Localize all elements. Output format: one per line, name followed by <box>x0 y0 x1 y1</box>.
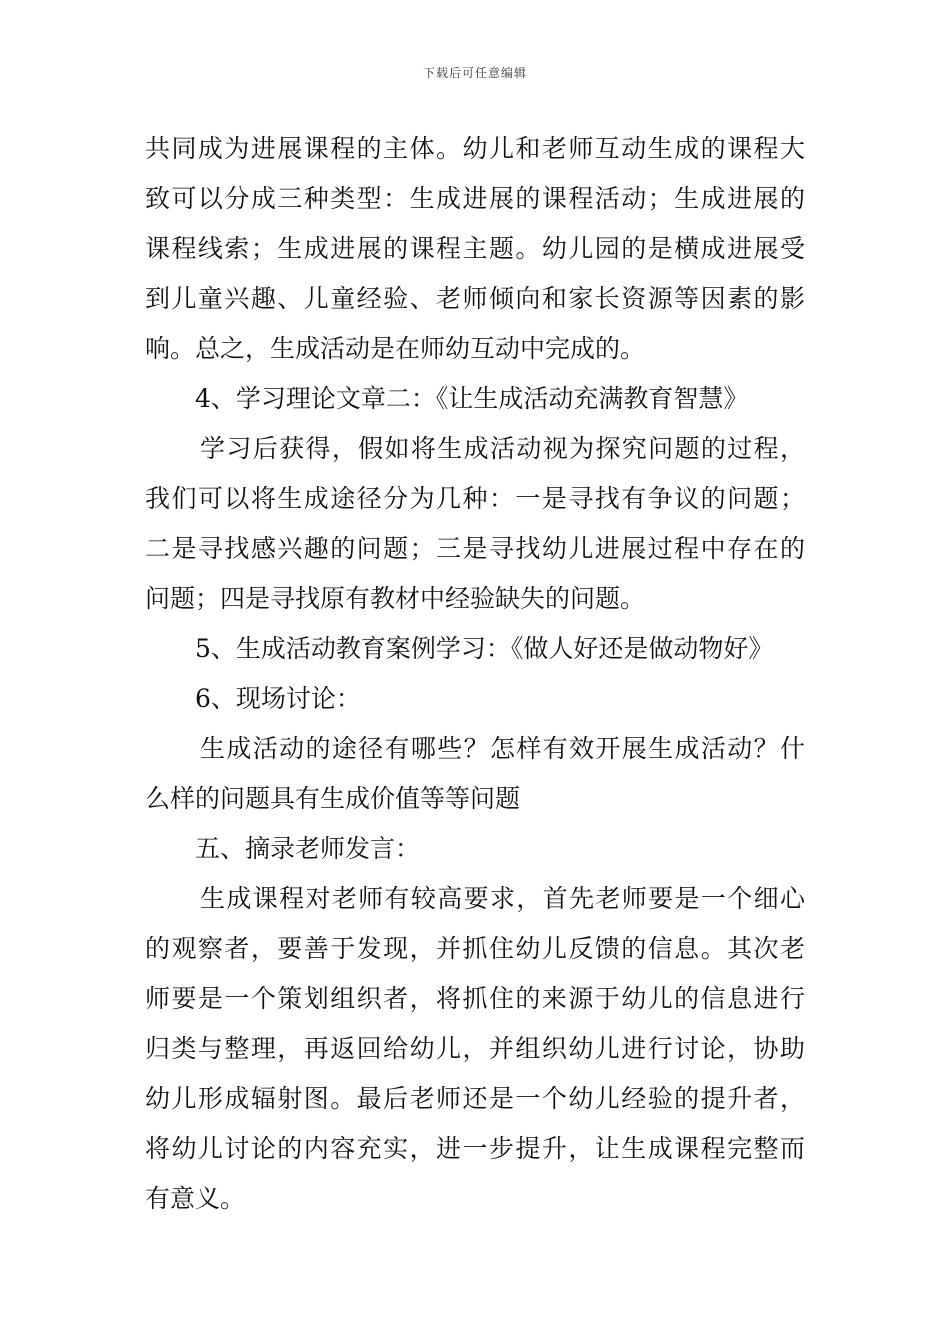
text-line <box>0 729 950 769</box>
text-line-content: 么样的问题具有生成价值等等问题 <box>145 784 521 813</box>
text-line-content: 归类与整理，再返回给幼儿，并组织幼儿进行讨论，协助 <box>145 1034 805 1063</box>
text-line <box>0 679 950 719</box>
text-line-content: 我们可以将生成途径分为几种：一是寻找有争议的问题； <box>145 484 805 513</box>
text-line-content: 师要是一个策划组织者，将抓住的来源于幼儿的信息进行 <box>145 984 805 1013</box>
text-line <box>0 929 950 969</box>
text-line-content: 的观察者，要善于发现，并抓住幼儿反馈的信息。其次老 <box>145 934 805 963</box>
text-line <box>0 1029 950 1069</box>
text-line <box>0 1129 950 1169</box>
text-line <box>0 129 950 169</box>
text-line-content: 到儿童兴趣、儿童经验、老师倾向和家长资源等因素的影 <box>145 284 805 313</box>
text-line <box>0 379 950 419</box>
text-line-content: 课程线索；生成进展的课程主题。幼儿园的是横成进展受 <box>145 234 805 263</box>
text-line-content: 响。总之，生成活动是在师幼互动中完成的。 <box>145 334 646 363</box>
text-line <box>0 479 950 519</box>
text-line-content: 生成活动的途径有哪些？怎样有效开展生成活动？什 <box>200 734 805 763</box>
text-line <box>0 179 950 219</box>
text-line <box>0 1179 950 1219</box>
text-line <box>0 279 950 319</box>
text-line-content: 致可以分成三种类型：生成进展的课程活动；生成进展的 <box>145 184 805 213</box>
text-line-content: 生成课程对老师有较高要求，首先老师要是一个细心 <box>200 884 805 913</box>
text-line <box>0 879 950 919</box>
text-line-content: 幼儿形成辐射图。最后老师还是一个幼儿经验的提升者， <box>145 1084 805 1113</box>
text-line-content: 4、学习理论文章二：《让生成活动充满教育智慧》 <box>195 384 749 413</box>
text-line <box>0 829 950 869</box>
text-line-content: 共同成为进展课程的主体。幼儿和老师互动生成的课程大 <box>145 134 805 163</box>
text-line <box>0 779 950 819</box>
text-line-content: 二是寻找感兴趣的问题；三是寻找幼儿进展过程中存在的 <box>145 534 805 563</box>
text-line <box>0 329 950 369</box>
text-line-content: 学习后获得，假如将生成活动视为探究问题的过程， <box>200 434 805 463</box>
text-line <box>0 529 950 569</box>
text-line <box>0 1079 950 1119</box>
text-line-content: 问题；四是寻找原有教材中经验缺失的问题。 <box>145 584 646 613</box>
text-line-content: 有意义。 <box>145 1184 246 1213</box>
text-line-content: 五、摘录老师发言： <box>195 834 421 863</box>
text-line-content: 6、现场讨论： <box>195 684 361 713</box>
text-line-content: 5、生成活动教育案例学习：《做人好还是做动物好》 <box>195 634 774 663</box>
text-line <box>0 579 950 619</box>
text-line <box>0 629 950 669</box>
text-line-content: 将幼儿讨论的内容充实，进一步提升，让生成课程完整而 <box>145 1134 805 1163</box>
page-header: 下载后可任意编辑 <box>422 66 527 80</box>
text-line <box>0 979 950 1019</box>
text-line <box>0 429 950 469</box>
text-line <box>0 229 950 269</box>
